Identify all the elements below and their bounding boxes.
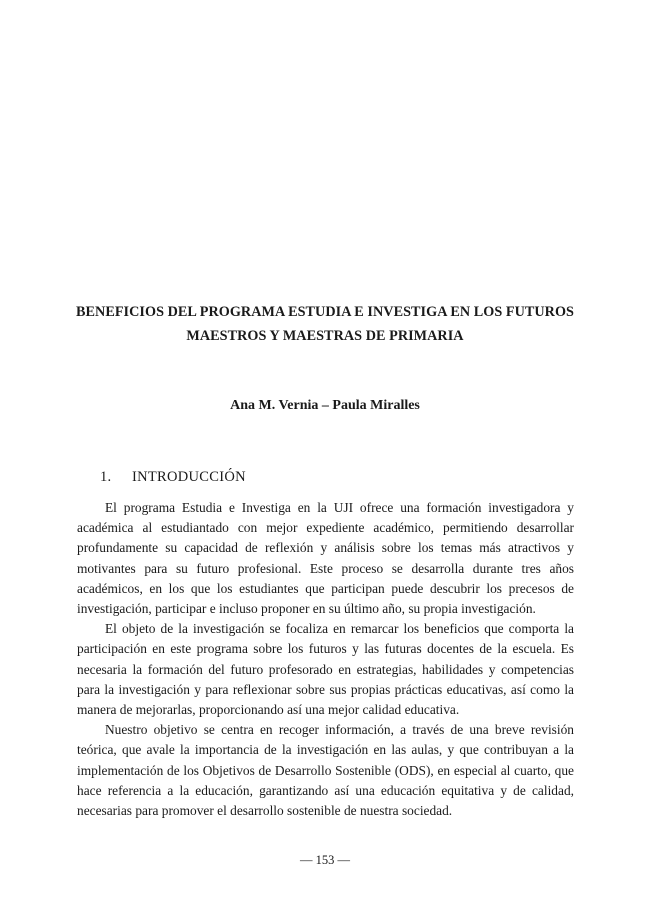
section-title: INTRODUCCIÓN (131, 469, 246, 485)
chapter-title-line-2: MAESTROS Y MAESTRAS DE PRIMARIA (186, 328, 464, 344)
paragraph-1: El programa Estudia e Investiga en la UJI ofrece una formación investigadora y académica al estudiantado con mejor expediente académico, permitiendo desarrollar profundamente su capacidad de reflexión y análisis sobre los temas más atractivos y motivantes para su futuro profesional. Este proceso se desarrolla durante tres años académicos, en los que los estudiantes que participan puede descubrir los precesos de investigación, participar e incluso proponer en su último año, su propia investigación. (77, 500, 574, 617)
section-heading (100, 467, 246, 487)
chapter-title (60, 300, 590, 348)
paragraph-2: El objeto de la investigación se focaliza en remarcar los beneficios que comporta la participación en este programa sobre los futuros y las futuras docentes de la escuela. Es necesaria la formación del futuro profesorado en estrategias, habilidades y competencias para la investigación y para reflexionar sobre sus propias prácticas educativas, así como la manera de mejorarlas, proporcionando así una mejor calidad educativa. (77, 621, 574, 718)
page-number: — 153 — (300, 853, 350, 867)
paragraph-3: Nuestro objetivo se centra en recoger información, a través de una breve revisión teórica, que avale la importancia de la investigación en las aulas, y que contribuyan a la implementación de los Objetivos de Desarrollo Sostenible (ODS), en especial al cuarto, que hace referencia a la educación, garantizando así una educación equitativa y de calidad, necesarias para promover el desarrollo sostenible de nuestra sociedad. (77, 722, 574, 819)
authors: Ana M. Vernia – Paula Miralles (230, 398, 420, 413)
body-text (77, 498, 574, 821)
section-number: 1. (100, 469, 112, 485)
chapter-title-line-1: BENEFICIOS DEL PROGRAMA ESTUDIA E INVESTIGA EN LOS FUTUROS (76, 304, 574, 320)
